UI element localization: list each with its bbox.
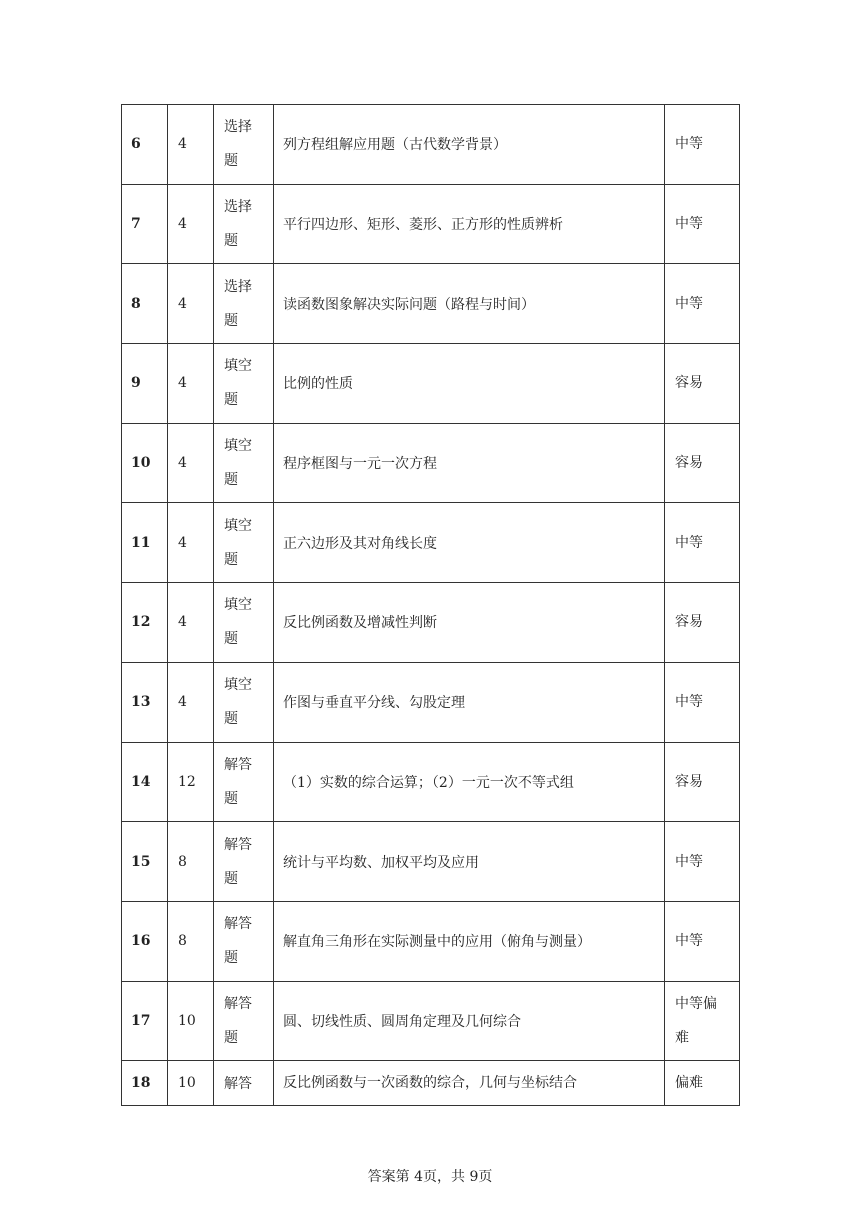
table-row (122, 1061, 740, 1106)
question-difficulty (665, 264, 740, 344)
question-type-label: 解答题 (224, 916, 252, 967)
question-type-label: 选择题 (224, 119, 252, 170)
question-type (214, 822, 274, 902)
question-type (214, 503, 274, 583)
question-score: 12 (168, 742, 214, 822)
question-content: 统计与平均数、加权平均及应用 (274, 822, 665, 902)
question-content: 列方程组解应用题（古代数学背景） (274, 105, 665, 185)
table-row (122, 583, 740, 663)
question-number: 11 (122, 503, 168, 583)
question-type (214, 1061, 274, 1106)
table-row (122, 822, 740, 902)
question-type-label: 填空题 (224, 517, 252, 568)
question-score: 8 (168, 901, 214, 981)
table-row (122, 423, 740, 503)
question-difficulty (665, 822, 740, 902)
question-type-label: 填空题 (224, 358, 252, 409)
question-difficulty-label: 中等 (675, 933, 703, 950)
question-number: 13 (122, 662, 168, 742)
question-number: 8 (122, 264, 168, 344)
question-number: 10 (122, 423, 168, 503)
question-table (121, 104, 740, 1106)
question-type-label: 填空题 (224, 677, 252, 728)
question-content: 反比例函数与一次函数的综合，几何与坐标结合 (274, 1061, 665, 1106)
table-row (122, 344, 740, 424)
question-number: 18 (122, 1061, 168, 1106)
question-difficulty (665, 105, 740, 185)
question-type (214, 981, 274, 1061)
question-difficulty (665, 981, 740, 1061)
question-number: 15 (122, 822, 168, 902)
question-type-label: 解答 (224, 1076, 252, 1093)
question-number: 12 (122, 583, 168, 663)
question-type (214, 901, 274, 981)
question-number: 17 (122, 981, 168, 1061)
question-number: 14 (122, 742, 168, 822)
question-content: 比例的性质 (274, 344, 665, 424)
question-score: 4 (168, 344, 214, 424)
question-type-label: 解答题 (224, 836, 252, 887)
question-type (214, 423, 274, 503)
question-difficulty (665, 503, 740, 583)
question-content: （1）实数的综合运算；（2）一元一次不等式组 (274, 742, 665, 822)
question-difficulty-label: 容易 (675, 773, 703, 790)
question-content: 解直角三角形在实际测量中的应用（俯角与测量） (274, 901, 665, 981)
table-row (122, 105, 740, 185)
question-score: 4 (168, 105, 214, 185)
question-type-label: 填空题 (224, 597, 252, 648)
question-type-label: 选择题 (224, 199, 252, 250)
question-type (214, 662, 274, 742)
question-type-label: 填空题 (224, 438, 252, 489)
table-row (122, 981, 740, 1061)
question-difficulty (665, 901, 740, 981)
question-number: 7 (122, 184, 168, 264)
question-difficulty (665, 662, 740, 742)
question-score: 4 (168, 184, 214, 264)
question-number: 6 (122, 105, 168, 185)
question-content: 圆、切线性质、圆周角定理及几何综合 (274, 981, 665, 1061)
question-type (214, 184, 274, 264)
question-content: 平行四边形、矩形、菱形、正方形的性质辨析 (274, 184, 665, 264)
question-score: 4 (168, 503, 214, 583)
question-score: 4 (168, 583, 214, 663)
question-content: 反比例函数及增减性判断 (274, 583, 665, 663)
question-content: 程序框图与一元一次方程 (274, 423, 665, 503)
question-type-label: 解答题 (224, 756, 252, 807)
question-difficulty-label: 中等 (675, 534, 703, 551)
question-content: 正六边形及其对角线长度 (274, 503, 665, 583)
table-row (122, 184, 740, 264)
question-difficulty (665, 1061, 740, 1106)
question-score: 4 (168, 662, 214, 742)
question-difficulty-label: 中等 (675, 295, 703, 312)
table-row (122, 503, 740, 583)
question-score: 8 (168, 822, 214, 902)
question-type-label: 解答题 (224, 995, 252, 1046)
question-type (214, 742, 274, 822)
question-content: 作图与垂直平分线、勾股定理 (274, 662, 665, 742)
question-type-label: 选择题 (224, 278, 252, 329)
question-score: 10 (168, 981, 214, 1061)
question-difficulty-label: 容易 (675, 614, 703, 631)
table-row (122, 264, 740, 344)
table-row (122, 742, 740, 822)
question-content: 读函数图象解决实际问题（路程与时间） (274, 264, 665, 344)
question-number: 16 (122, 901, 168, 981)
question-difficulty-label: 容易 (675, 455, 703, 472)
question-score: 4 (168, 423, 214, 503)
question-difficulty-label: 中等 (675, 136, 703, 153)
question-difficulty-label: 中等 (675, 216, 703, 233)
question-difficulty-label: 容易 (675, 375, 703, 392)
question-difficulty-label: 中等 (675, 694, 703, 711)
question-difficulty (665, 344, 740, 424)
question-difficulty-label: 中等偏难 (675, 995, 717, 1046)
question-number: 9 (122, 344, 168, 424)
question-difficulty (665, 742, 740, 822)
question-score: 10 (168, 1061, 214, 1106)
question-type (214, 264, 274, 344)
question-score: 4 (168, 264, 214, 344)
question-difficulty (665, 423, 740, 503)
question-type (214, 583, 274, 663)
question-difficulty (665, 184, 740, 264)
question-difficulty-label: 中等 (675, 853, 703, 870)
question-type (214, 105, 274, 185)
question-difficulty-label: 偏难 (675, 1075, 703, 1092)
question-difficulty (665, 583, 740, 663)
question-type (214, 344, 274, 424)
table-row (122, 662, 740, 742)
table-row (122, 901, 740, 981)
page-footer: 答案第 4页，共 9页 (367, 1169, 493, 1185)
